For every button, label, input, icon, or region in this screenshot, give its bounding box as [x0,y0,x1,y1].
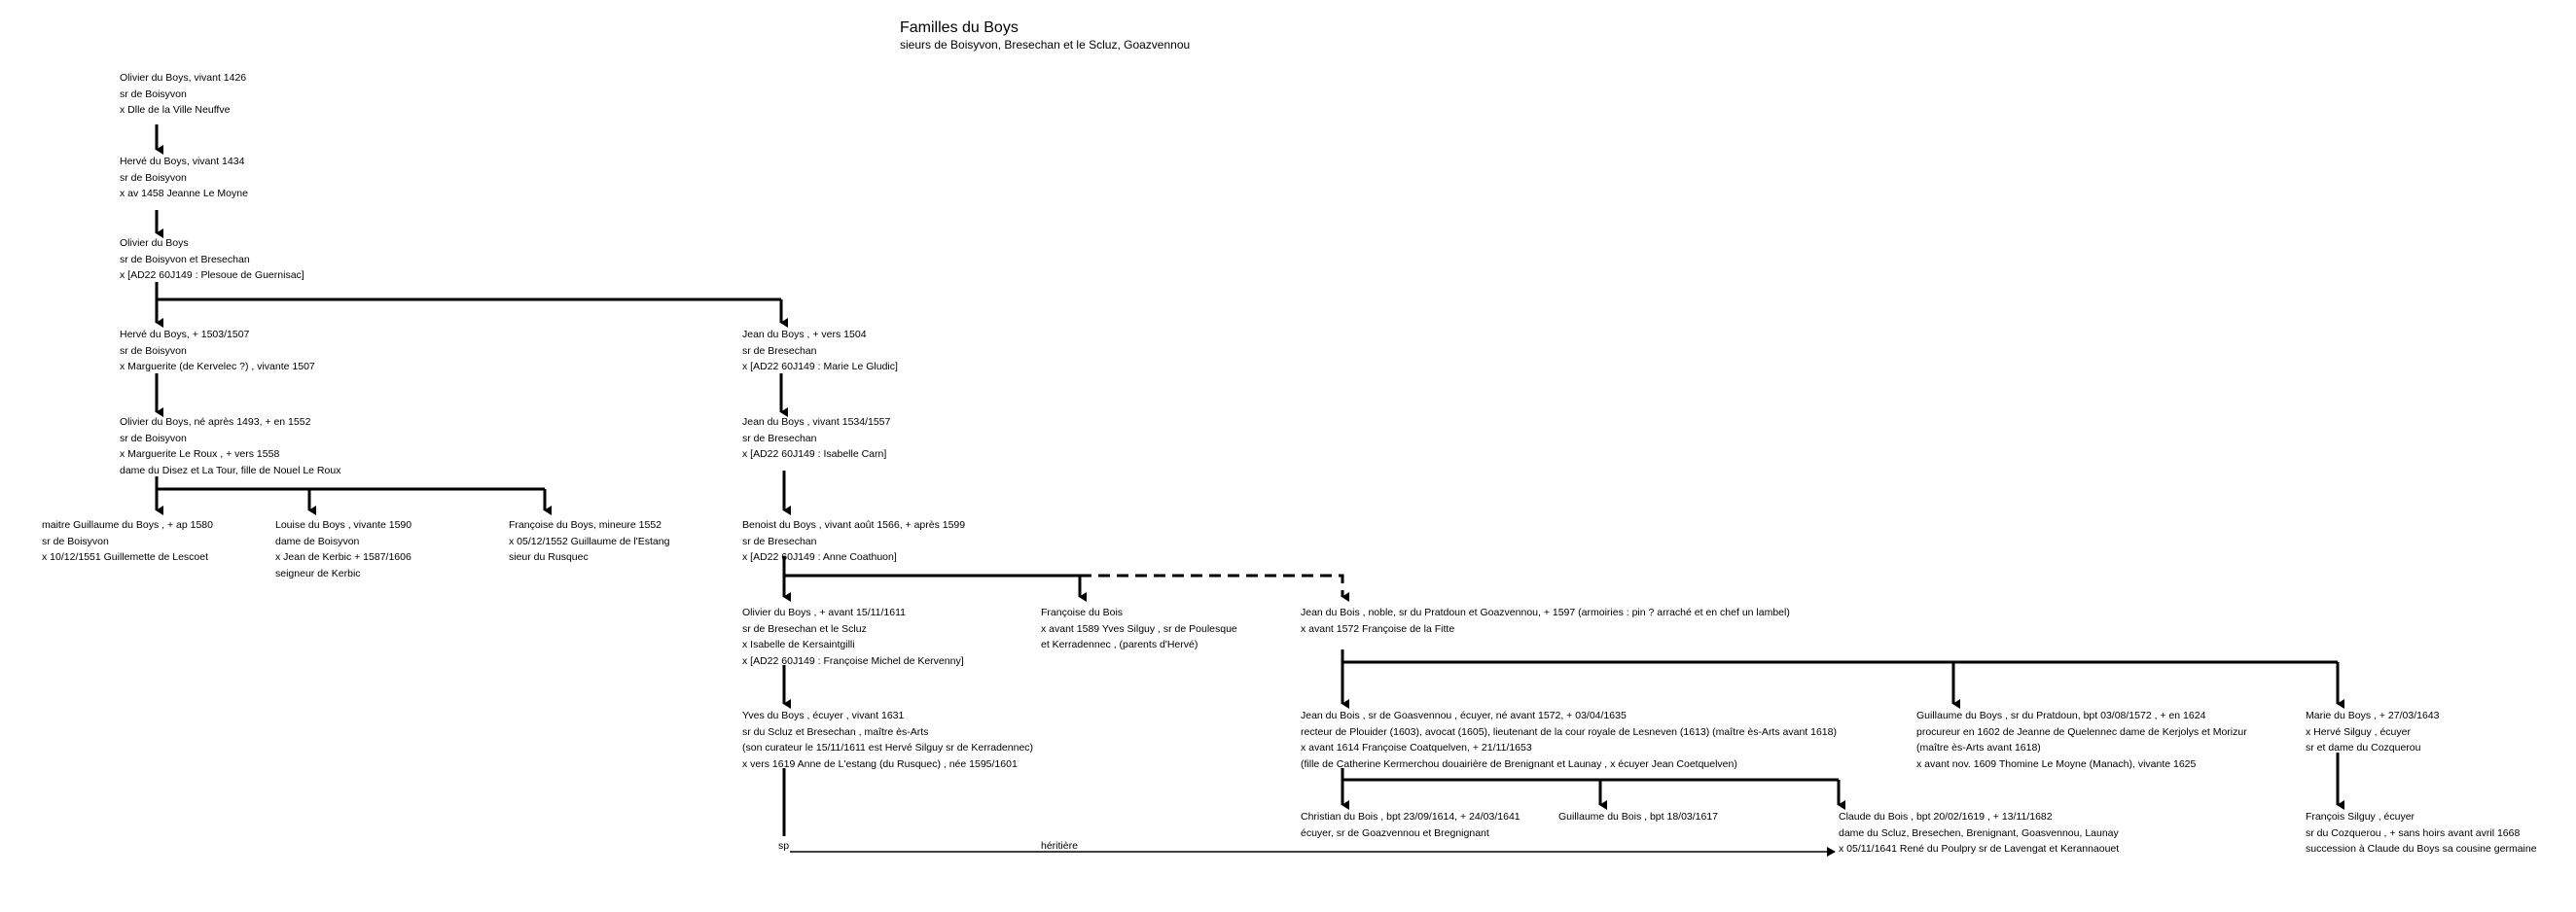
person-line: x av 1458 Jeanne Le Moyne [120,188,248,199]
person-francoise1 [509,517,669,566]
person-line: (fille de Catherine Kermerchou douairière de Brenignant et Launay , x écuyer Jean Coetquelven) [1301,757,1737,770]
person-line: x avant 1572 Françoise de la Fitte [1301,622,1455,635]
person-line: sr de Boisyvon [120,171,187,184]
person-benoist [742,517,965,566]
person-line: Yves du Boys , écuyer , vivant 1631 [742,710,905,721]
person-line: sr de Bresechan [742,535,817,547]
person-line: Jean du Boys , + vers 1504 [742,329,867,340]
person-olivier1 [120,70,246,119]
person-line: x vers 1619 Anne de L'estang (du Rusquec) , née 1595/1601 [742,757,1018,770]
person-line: Olivier du Boys [120,237,189,249]
person-line: sr et dame du Cozquerou [2306,742,2421,754]
person-line: Claude du Bois , bpt 20/02/1619 , + 13/11/1682 [1839,811,2053,823]
person-herve1 [120,154,248,202]
person-olivier3 [120,414,340,478]
person-line: x Dlle de la Ville Neuffve [120,104,231,116]
label-heritiere: héritière [1041,840,1078,852]
person-line: Olivier du Boys, né après 1493, + en 1552 [120,416,311,428]
person-line: Hervé du Boys, vivant 1434 [120,156,245,167]
person-line: dame du Scluz, Bresechen, Brenignant, Goasvennou, Launay [1839,826,2119,839]
person-jean4 [1301,708,1837,772]
person-francois [2306,809,2537,858]
person-jean2 [742,414,890,463]
person-line: Guillaume du Boys , sr du Pratdoun, bpt 03/08/1572 , + en 1624 [1916,710,2206,721]
person-line: Françoise du Bois [1041,607,1124,618]
person-line: Jean du Boys , vivant 1534/1557 [742,416,891,428]
person-line: Olivier du Boys, vivant 1426 [120,72,247,84]
person-line: maitre Guillaume du Boys , + ap 1580 [42,519,213,531]
person-line: dame du Disez et La Tour, fille de Nouel Le Roux [120,464,341,476]
person-line: x Isabelle de Kersaintgilli [742,639,855,650]
person-line: François Silguy , écuyer [2306,811,2415,823]
person-line: dame de Boisyvon [275,535,360,547]
person-jean1 [742,327,898,375]
person-line: sr de Bresechan [742,432,817,444]
person-line: sr de Boisyvon [120,88,187,100]
person-line: sr de Bresechan et le Scluz [742,622,867,635]
person-line: Jean du Bois , noble, sr du Pratdoun et Goazvennou, + 1597 (armoiries : pin ? arraché et en chef un lambel) [1301,607,1790,618]
person-line: x Hervé Silguy , écuyer [2306,725,2411,738]
label-sp: sp [778,840,790,852]
connector-benoist-jean3-dashed [1080,576,1342,597]
person-jean3 [1301,605,1790,637]
person-line: sr du Scluz et Bresechan , maître ès-Arts [742,725,929,738]
person-line: sr de Boisyvon [120,344,187,357]
person-line: Louise du Boys , vivante 1590 [275,519,412,531]
person-line: et Kerradennec , (parents d'Hervé) [1041,639,1199,650]
person-claude [1839,809,2119,858]
person-guillaume3 [1558,809,1718,825]
person-line: écuyer, sr de Goazvennou et Bregnignant [1301,826,1489,839]
person-line: recteur de Plouider (1603), avocat (1605), lieutenant de la cour royale de Lesneven (1613) (maître ès-Arts avant 1618) [1301,725,1837,738]
person-line: x avant 1614 Françoise Coatquelven, + 21/11/1653 [1301,742,1532,754]
person-line: sr du Cozquerou , + sans hoirs avant avril 1668 [2306,826,2521,839]
person-line: x 10/12/1551 Guillemette de Lescoet [42,551,209,563]
person-line: Marie du Boys , + 27/03/1643 [2306,710,2440,721]
connector-olivier2-children [157,282,781,299]
person-line: Hervé du Boys, + 1503/1507 [120,329,250,340]
person-line: x [AD22 60J149 : Plesoue de Guernisac] [120,269,304,281]
person-olivier4 [742,605,964,669]
person-line: x [AD22 60J149 : Isabelle Carn] [742,448,887,460]
person-line: x Jean de Kerbic + 1587/1606 [275,551,411,563]
person-line: Françoise du Boys, mineure 1552 [509,519,662,531]
person-line: sr de Bresechan [742,344,817,357]
person-yves [742,708,1033,772]
person-line: procureur en 1602 de Jeanne de Quelennec dame de Kerjolys et Morizur [1916,725,2247,738]
person-line: Guillaume du Bois , bpt 18/03/1617 [1558,811,1719,823]
person-line: sieur du Rusquec [509,551,589,563]
person-line: x [AD22 60J149 : Françoise Michel de Kervenny] [742,654,964,667]
person-line: Olivier du Boys , + avant 15/11/1611 [742,607,907,618]
person-louise [275,517,411,581]
person-line: x Marguerite (de Kervelec ?) , vivante 1507 [120,361,315,372]
person-line: (maître ès-Arts avant 1618) [1916,742,2041,754]
person-line: x 05/12/1552 Guillaume de l'Estang [509,535,670,547]
person-christian [1301,809,1521,841]
person-herve2 [120,327,315,375]
person-line: x [AD22 60J149 : Anne Coathuon] [742,551,897,563]
person-line: Benoist du Boys , vivant août 1566, + après 1599 [742,519,966,531]
person-line: seigneur de Kerbic [275,567,361,579]
person-line: x avant 1589 Yves Silguy , sr de Poulesque [1041,622,1237,635]
person-olivier2 [120,235,304,284]
person-line: (son curateur le 15/11/1611 est Hervé Silguy sr de Kerradennec) [742,742,1034,754]
connector-jean3-children [1342,649,2338,662]
person-line: x 05/11/1641 René du Poulpry sr de Lavengat et Kerannaouet [1839,843,2120,855]
person-francoise2 [1041,605,1237,653]
person-guillaume1 [42,517,213,566]
person-line: x [AD22 60J149 : Marie Le Gludic] [742,361,898,372]
person-line: sr de Boisyvon et Bresechan [120,253,250,265]
person-line: sr de Boisyvon [120,432,187,444]
person-line: x Marguerite Le Roux , + vers 1558 [120,448,280,460]
person-line: sr de Boisyvon [42,535,109,547]
person-line: Jean du Bois , sr de Goasvennou , écuyer, né avant 1572, + 03/04/1635 [1301,710,1627,721]
person-line: Christian du Bois , bpt 23/09/1614, + 24/03/1641 [1301,811,1521,823]
person-marie [2306,708,2439,756]
person-line: x avant nov. 1609 Thomine Le Moyne (Manach), vivante 1625 [1916,757,2197,770]
person-line: succession à Claude du Boys sa cousine germaine [2306,843,2537,855]
person-guillaume2 [1916,708,2247,772]
